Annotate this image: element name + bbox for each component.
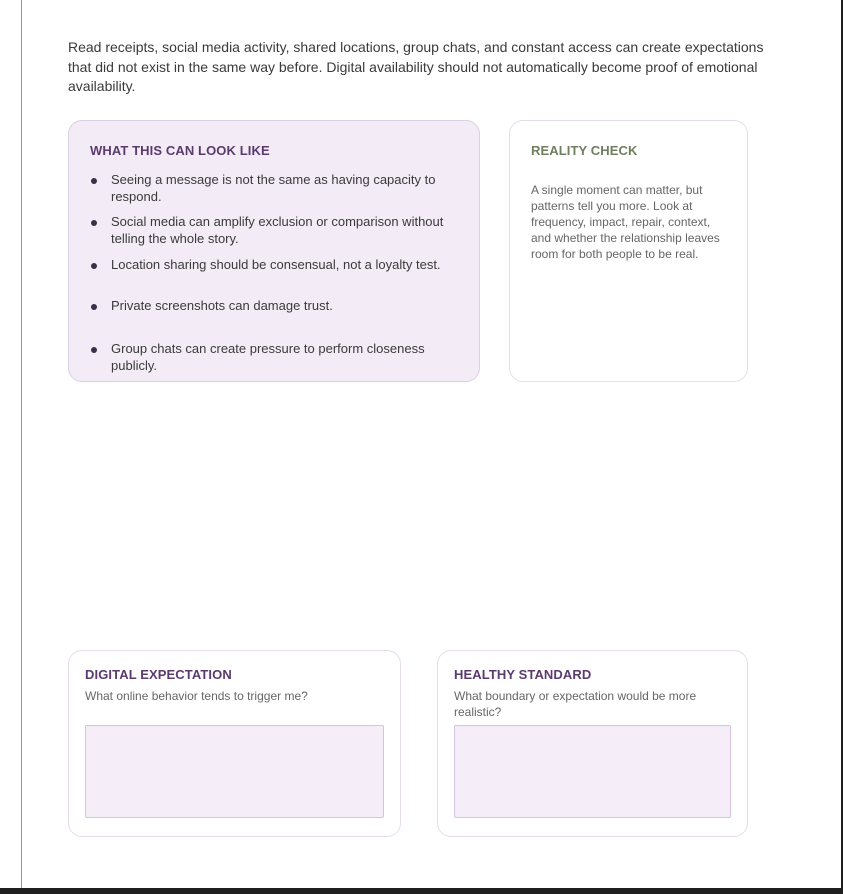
healthy-standard-prompt: What boundary or expectation would be more realistic? [454,689,697,719]
what-this-can-look-like-card [68,120,480,382]
list-item-text: Social media can amplify exclusion or comparison without telling the whole story. [111,214,444,246]
bullet-icon [91,347,97,353]
bullet-icon [91,263,97,269]
list-item-text: Private screenshots can damage trust. [111,298,333,313]
list-item [90,340,450,374]
reality-check-card [509,120,748,382]
list-item-text: Location sharing should be consensual, not a loyalty test. [111,257,441,272]
bullet-icon [91,178,97,184]
digital-expectation-prompt: What online behavior tends to trigger me? [85,689,308,703]
bullet-icon [91,304,97,310]
digital-expectation-answer-field[interactable] [85,725,384,818]
healthy-standard-card [437,650,748,837]
healthy-standard-answer-field[interactable] [454,725,731,818]
list-item [90,256,450,273]
bullet-icon [91,220,97,226]
digital-expectation-card [68,650,401,837]
list-item [90,171,450,205]
reality-check-text: A single moment can matter, but patterns tell you more. Look at frequency, impact, repair, context, and whether the relationship leaves room for both people to be real. [531,183,720,261]
healthy-standard-title: HEALTHY STANDARD [454,667,592,682]
digital-expectation-title: DIGITAL EXPECTATION [85,667,232,682]
look-like-title: WHAT THIS CAN LOOK LIKE [90,143,270,158]
reality-check-title: REALITY CHECK [531,143,638,158]
intro-paragraph: Read receipts, social media activity, shared locations, group chats, and constant access can create expectations that did not exist in the same way before. Digital availability should not automatically become proof of emotional availability. [68,39,764,94]
list-item-text: Group chats can create pressure to perform closeness publicly. [111,341,425,373]
list-item [90,213,450,247]
margin-rule [0,0,22,888]
list-item-text: Seeing a message is not the same as having capacity to respond. [111,172,436,204]
list-item [90,297,450,314]
